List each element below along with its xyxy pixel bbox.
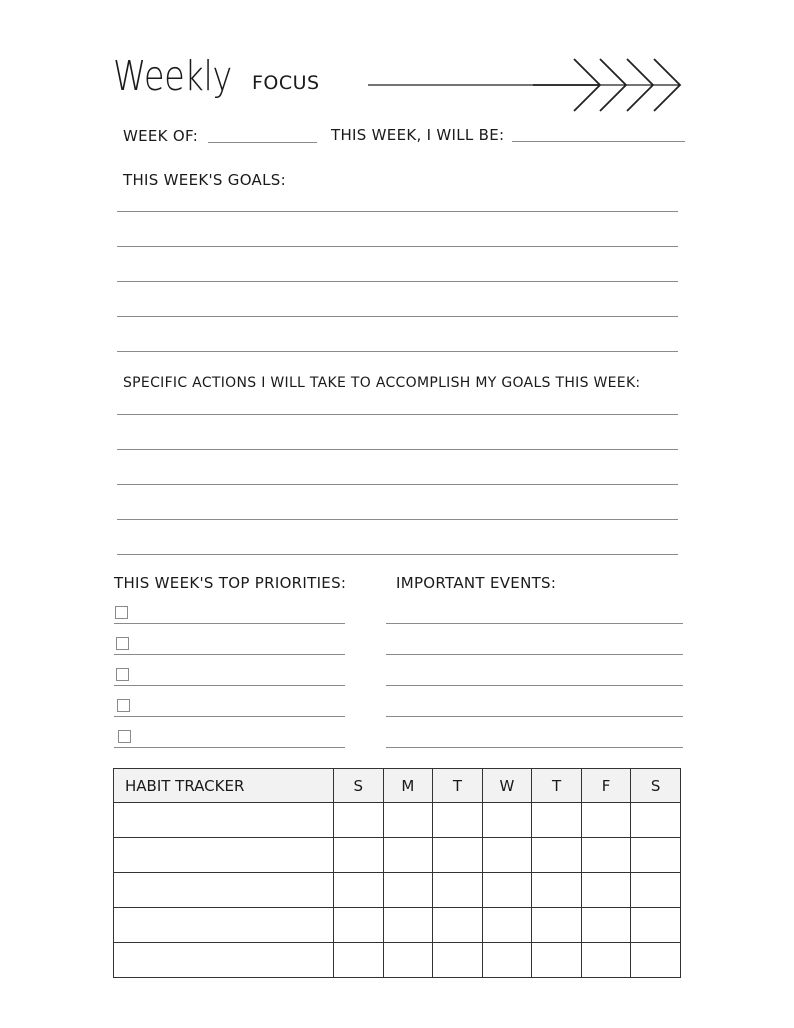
habit-day-cell[interactable] (581, 838, 631, 873)
goal-line-3[interactable] (117, 281, 678, 282)
habit-day-cell[interactable] (532, 873, 582, 908)
habit-day-cell[interactable] (383, 803, 433, 838)
habit-day-cell[interactable] (334, 838, 384, 873)
habit-row (114, 908, 681, 943)
habit-name-cell[interactable] (114, 803, 334, 838)
action-line-3[interactable] (117, 484, 678, 485)
event-line-2[interactable] (386, 654, 683, 655)
habit-row (114, 873, 681, 908)
habit-day-cell[interactable] (532, 908, 582, 943)
habit-day-cell[interactable] (383, 943, 433, 978)
habit-day-cell[interactable] (334, 873, 384, 908)
habit-name-cell[interactable] (114, 908, 334, 943)
action-line-1[interactable] (117, 414, 678, 415)
priority-line-1[interactable] (114, 623, 345, 624)
this-week-label: THIS WEEK, I WILL BE: (331, 126, 505, 144)
habit-name-cell[interactable] (114, 838, 334, 873)
habit-day-cell[interactable] (334, 943, 384, 978)
habit-day-cell[interactable] (383, 873, 433, 908)
habit-day-cell[interactable] (532, 803, 582, 838)
goal-line-5[interactable] (117, 351, 678, 352)
this-week-field[interactable] (512, 141, 685, 142)
priority-checkbox-3[interactable] (116, 668, 129, 681)
day-header: S (631, 769, 681, 803)
habit-day-cell[interactable] (433, 873, 483, 908)
habit-day-cell[interactable] (482, 943, 532, 978)
habit-day-cell[interactable] (482, 803, 532, 838)
page-title: Weekly (113, 52, 232, 100)
habit-day-cell[interactable] (334, 803, 384, 838)
habit-row (114, 943, 681, 978)
habit-row (114, 803, 681, 838)
week-of-field[interactable] (208, 142, 317, 143)
goals-label: THIS WEEK'S GOALS: (123, 171, 286, 189)
priority-line-3[interactable] (114, 685, 345, 686)
habit-day-cell[interactable] (433, 908, 483, 943)
habit-day-cell[interactable] (581, 873, 631, 908)
action-line-2[interactable] (117, 449, 678, 450)
habit-day-cell[interactable] (581, 908, 631, 943)
actions-label: SPECIFIC ACTIONS I WILL TAKE TO ACCOMPLISH MY GOALS THIS WEEK: (123, 375, 641, 391)
priority-checkbox-4[interactable] (117, 699, 130, 712)
habit-day-cell[interactable] (631, 943, 681, 978)
habit-name-cell[interactable] (114, 873, 334, 908)
day-header: W (482, 769, 532, 803)
habit-tracker-title: HABIT TRACKER (114, 769, 334, 803)
habit-day-cell[interactable] (532, 838, 582, 873)
priority-checkbox-5[interactable] (118, 730, 131, 743)
events-label: IMPORTANT EVENTS: (396, 574, 557, 592)
priority-line-4[interactable] (114, 716, 345, 717)
goal-line-1[interactable] (117, 211, 678, 212)
habit-day-cell[interactable] (631, 803, 681, 838)
priority-line-5[interactable] (114, 747, 345, 748)
day-header: T (532, 769, 582, 803)
action-line-4[interactable] (117, 519, 678, 520)
goal-line-2[interactable] (117, 246, 678, 247)
habit-day-cell[interactable] (383, 908, 433, 943)
goal-line-4[interactable] (117, 316, 678, 317)
habit-day-cell[interactable] (631, 873, 681, 908)
day-header: S (334, 769, 384, 803)
habit-tracker-header-row (114, 769, 681, 803)
event-line-3[interactable] (386, 685, 683, 686)
habit-day-cell[interactable] (532, 943, 582, 978)
habit-day-cell[interactable] (482, 908, 532, 943)
event-line-1[interactable] (386, 623, 683, 624)
habit-tracker-body (114, 803, 681, 978)
day-header: F (581, 769, 631, 803)
habit-day-cell[interactable] (482, 873, 532, 908)
habit-day-cell[interactable] (334, 908, 384, 943)
priority-line-2[interactable] (114, 654, 345, 655)
feathered-arrow-icon (368, 56, 686, 116)
event-line-4[interactable] (386, 716, 683, 717)
habit-day-cell[interactable] (631, 908, 681, 943)
habit-tracker-table (113, 768, 681, 978)
day-header: T (433, 769, 483, 803)
habit-day-cell[interactable] (482, 838, 532, 873)
action-line-5[interactable] (117, 554, 678, 555)
day-header: M (383, 769, 433, 803)
habit-day-cell[interactable] (581, 943, 631, 978)
habit-day-cell[interactable] (433, 803, 483, 838)
priority-checkbox-1[interactable] (115, 606, 128, 619)
habit-day-cell[interactable] (433, 943, 483, 978)
priority-checkbox-2[interactable] (116, 637, 129, 650)
habit-name-cell[interactable] (114, 943, 334, 978)
page-subtitle: FOCUS (252, 72, 320, 94)
habit-day-cell[interactable] (631, 838, 681, 873)
habit-day-cell[interactable] (383, 838, 433, 873)
event-line-5[interactable] (386, 747, 683, 748)
habit-day-cell[interactable] (433, 838, 483, 873)
week-of-label: WEEK OF: (123, 127, 199, 145)
habit-day-cell[interactable] (581, 803, 631, 838)
priorities-label: THIS WEEK'S TOP PRIORITIES: (114, 574, 347, 592)
habit-row (114, 838, 681, 873)
